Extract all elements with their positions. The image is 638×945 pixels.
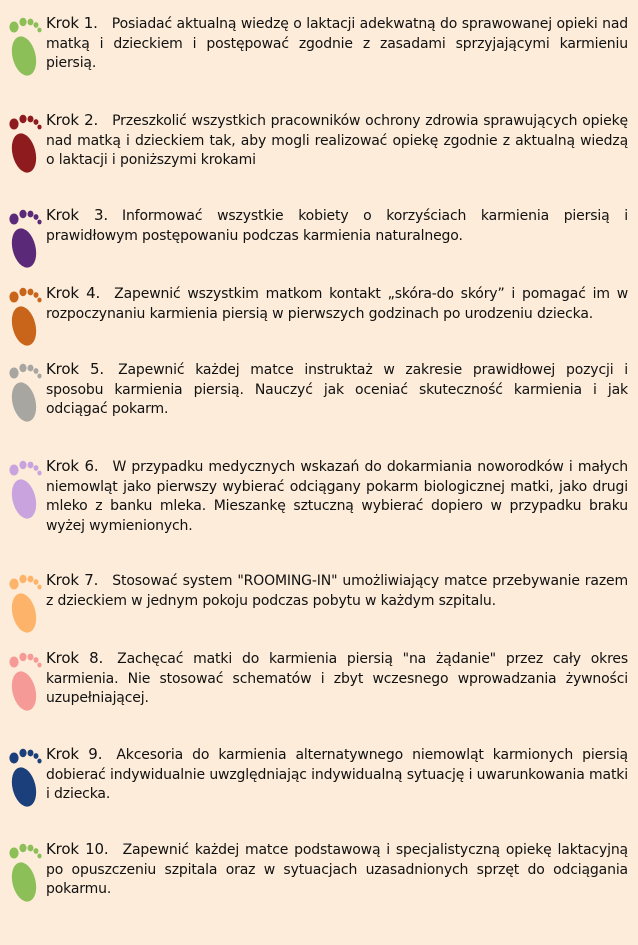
footprint-icon [2,284,42,348]
step-body: Zapewnić każdej matce podstawową i specjalistyczną opiekę laktacyjną po opuszczeniu szpitala oraz w sytuacjach uzasadnionych sprzęt do odciągania pokarmu. [46,842,628,897]
step-label: Krok 7. [46,571,99,589]
step-text [46,111,628,171]
step-label: Krok 9. [46,745,103,763]
step-body: Zapewnić wszystkim matkom kontakt „skóra-do skóry” i pomagać im w rozpoczynaniu karmienia piersią w pierwszych godzinach po urodzeniu dziecka. [46,286,628,322]
footprint-icon [2,14,42,78]
footprint-icon [2,649,42,713]
step-label: Krok 10. [46,840,109,858]
step-text [46,457,628,536]
step-body: Akcesoria do karmienia alternatywnego niemowląt karmionych piersią dobierać indywidualnie uwzględniając indywidualną sytuację i uwarunkowania matki i dziecka. [46,747,628,802]
step-text [46,649,628,709]
footprint-icon [2,206,42,270]
step-label: Krok 8. [46,649,104,667]
step-label: Krok 4. [46,284,101,302]
step-body: Zachęcać matki do karmienia piersią "na żądanie" przez cały okres karmienia. Nie stosować schematów i zbyt wczesnego wprowadzania żywności uzupełniającej. [46,651,628,706]
step-body: Posiadać aktualną wiedzę o laktacji adekwatną do sprawowanej opieki nad matką i dzieckiem i postępować zgodnie z zasadami sprzyjającymi karmieniu piersią. [46,16,628,71]
step-body: Zapewnić każdej matce instruktaż w zakresie prawidłowej pozycji i sposobu karmienia piersią. Nauczyć jak oceniać skuteczność karmienia i jak odciągać pokarm. [46,362,628,417]
step-body: Stosować system "ROOMING-IN" umożliwiający matce przebywanie razem z dzieckiem w jednym pokoju podczas pobytu w każdym szpitalu. [46,573,628,609]
footprint-icon [2,840,42,904]
footprint-icon [2,571,42,635]
step-text [46,14,628,74]
footprint-icon [2,745,42,809]
step-label: Krok 1. [46,14,98,32]
step-label: Krok 3. [46,206,108,224]
step-body: Informować wszystkie kobiety o korzyściach karmienia piersią i prawidłowym postępowaniu podczas karmienia naturalnego. [46,208,628,244]
step-text [46,840,628,900]
step-body: W przypadku medycznych wskazań do dokarmiania noworodków i małych niemowląt jako pierwszy wybierać odciągany pokarm biologicznej matki, jako drugi mleko z banku mleka. Mieszankę sztuczną wybierać dopiero w przypadku braku wyżej wymienionych. [46,459,628,534]
footprint-icon [2,457,42,521]
step-body: Przeszkolić wszystkich pracowników ochrony zdrowia sprawujących opiekę nad matką i dzieckiem tak, aby mogli realizować opiekę zgodnie z aktualną wiedzą o laktacji i poniższymi krokami [46,113,628,168]
step-label: Krok 5. [46,360,105,378]
step-text [46,206,628,246]
footprint-icon [2,360,42,424]
footprint-icon [2,111,42,175]
step-text [46,360,628,420]
step-text [46,571,628,611]
step-label: Krok 2. [46,111,99,129]
step-text [46,284,628,324]
step-text [46,745,628,805]
step-label: Krok 6. [46,457,99,475]
